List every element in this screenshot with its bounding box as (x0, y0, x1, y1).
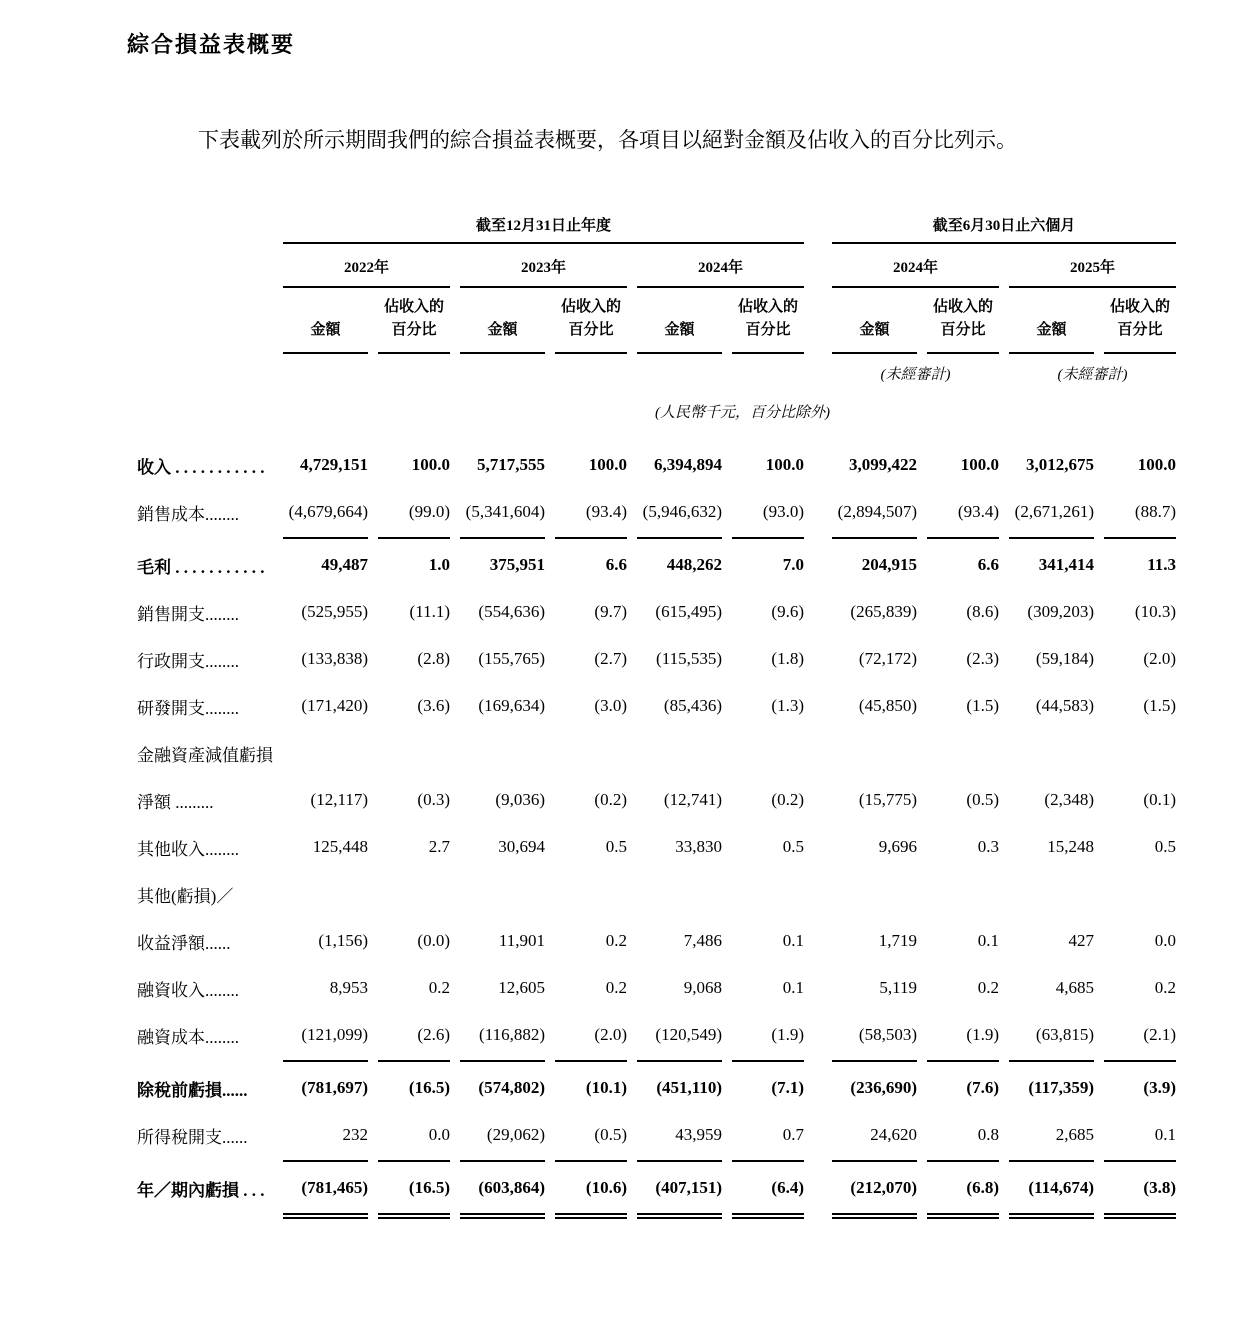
pct-header-line2: 百分比 (391, 322, 437, 339)
row-label: 銷售開支........ (137, 604, 239, 624)
cell-value: (3.9) (1143, 1078, 1176, 1098)
cell-value: 6,394,894 (654, 455, 722, 475)
cell-value: (59,184) (1035, 649, 1094, 669)
cell-value: (781,465) (301, 1178, 368, 1198)
cell-value: 341,414 (1038, 555, 1094, 575)
pct-header (1104, 288, 1176, 354)
cell-value: 49,487 (321, 555, 368, 575)
cell-value: (265,839) (850, 602, 917, 622)
column-spacer (814, 542, 822, 589)
table-row (137, 589, 1176, 636)
column-spacer (814, 1165, 822, 1212)
cell-value: (10.1) (585, 1078, 627, 1098)
table-row (137, 442, 1176, 489)
cell-value: 0.3 (977, 837, 999, 857)
cell-value: (5,946,632) (642, 502, 722, 522)
cell-value (1009, 871, 1094, 918)
column-spacer (814, 965, 822, 1012)
cell-value: 4,729,151 (300, 455, 368, 475)
cell-value: (1.9) (771, 1025, 804, 1045)
row-label: 收入 . . . . . . . . . . . (137, 457, 265, 477)
cell-value: 204,915 (861, 555, 917, 575)
cell-value: (72,172) (858, 649, 917, 669)
cell-value: (2.0) (594, 1025, 627, 1045)
cell-value: (115,535) (656, 649, 722, 669)
column-spacer (814, 489, 822, 536)
cell-value: (133,838) (301, 649, 368, 669)
double-rule (1104, 1212, 1176, 1219)
row-label: 融資成本........ (137, 1027, 239, 1047)
table-row (137, 636, 1176, 683)
cell-value: (309,203) (1027, 602, 1094, 622)
cell-value: (1.5) (966, 696, 999, 716)
cell-value: (15,775) (858, 790, 917, 810)
cell-value: (11.1) (409, 602, 450, 622)
cell-value: (10.6) (585, 1178, 627, 1198)
cell-value: (114,674) (1028, 1178, 1094, 1198)
column-spacer (814, 288, 822, 354)
table-row (137, 871, 1176, 918)
cell-value: (0.3) (417, 790, 450, 810)
pct-header-line2: 百分比 (940, 322, 986, 339)
table-row (137, 1012, 1176, 1059)
cell-value: (2,894,507) (837, 502, 917, 522)
currency-note: (人民幣千元，百分比除外) (655, 404, 830, 421)
cell-value (555, 871, 627, 918)
cell-value: (7.6) (966, 1078, 999, 1098)
row-label: 收益淨額...... (137, 933, 231, 953)
double-rule (732, 1212, 804, 1219)
income-table-body (137, 442, 1176, 1219)
double-rule (460, 1212, 545, 1219)
cell-value: 8,953 (329, 978, 368, 998)
table-row (137, 542, 1176, 589)
cell-value: (88.7) (1134, 502, 1176, 522)
cell-value: (2.7) (594, 649, 627, 669)
cell-value (832, 871, 917, 918)
table-row (137, 918, 1176, 965)
column-spacer (814, 244, 822, 288)
cell-value: (407,151) (655, 1178, 722, 1198)
column-spacer (814, 1112, 822, 1159)
cell-value: (615,495) (655, 602, 722, 622)
pct-header-line1: 佔收入的 (1109, 299, 1170, 316)
cell-value: (1,156) (318, 931, 368, 951)
cell-value (732, 871, 804, 918)
pct-header-line2: 百分比 (568, 322, 614, 339)
pct-header (927, 288, 999, 354)
cell-value: 0.2 (428, 978, 450, 998)
cell-value: 3,012,675 (1026, 455, 1094, 475)
cell-value: 6.6 (605, 555, 627, 575)
section-header-annual: 截至12月31日止年度 (283, 214, 804, 244)
cell-value: 232 (342, 1125, 368, 1145)
year-header-2025-interim: 2025年 (1009, 244, 1176, 288)
cell-value: 0.5 (1154, 837, 1176, 857)
cell-value (1104, 730, 1176, 777)
cell-value (283, 730, 368, 777)
year-header-2024-interim: 2024年 (832, 244, 999, 288)
cell-value (832, 730, 917, 777)
unaudited-note-row (137, 354, 1176, 385)
corner-cell (137, 288, 273, 354)
corner-cell (137, 214, 273, 244)
column-spacer (814, 918, 822, 965)
amount-header: 金額 (637, 288, 722, 354)
double-rule (378, 1212, 450, 1219)
cell-value (460, 730, 545, 777)
cell-value: (3.6) (417, 696, 450, 716)
double-rule (832, 1212, 917, 1219)
cell-value: (3.8) (1143, 1178, 1176, 1198)
cell-value: 0.2 (1154, 978, 1176, 998)
cell-value: (16.5) (408, 1178, 450, 1198)
column-spacer (814, 214, 822, 244)
currency-note-row (137, 385, 1176, 442)
cell-value: 12,605 (498, 978, 545, 998)
cell-value: (4,679,664) (288, 502, 368, 522)
cell-value: (9,036) (495, 790, 545, 810)
cell-value: 0.0 (428, 1125, 450, 1145)
column-spacer (814, 1212, 822, 1219)
cell-value: 7.0 (782, 555, 804, 575)
cell-value: (7.1) (771, 1078, 804, 1098)
cell-value: 0.2 (605, 931, 627, 951)
pct-header-line2: 百分比 (745, 322, 791, 339)
cell-value: 0.2 (977, 978, 999, 998)
cell-value: (171,420) (301, 696, 368, 716)
column-spacer (814, 683, 822, 730)
row-label: 行政開支........ (137, 651, 239, 671)
cell-value: 2,685 (1055, 1125, 1094, 1145)
pct-header (555, 288, 627, 354)
cell-value (637, 730, 722, 777)
cell-value: (58,503) (858, 1025, 917, 1045)
column-spacer (814, 824, 822, 871)
income-statement-table (127, 214, 1186, 1219)
cell-value: (16.5) (408, 1078, 450, 1098)
year-header-row (137, 244, 1176, 288)
row-label: 淨額 ......... (137, 792, 214, 812)
cell-value: 1.0 (428, 555, 450, 575)
cell-value: (99.0) (408, 502, 450, 522)
cell-value: 3,099,422 (849, 455, 917, 475)
cell-value: 15,248 (1047, 837, 1094, 857)
cell-value: 7,486 (683, 931, 722, 951)
cell-value: 0.5 (782, 837, 804, 857)
cell-value: 24,620 (870, 1125, 917, 1145)
cell-value: (93.4) (957, 502, 999, 522)
pct-header (378, 288, 450, 354)
cell-value: 0.2 (605, 978, 627, 998)
cell-value: (2.0) (1143, 649, 1176, 669)
cell-value (283, 871, 368, 918)
section-header-row (137, 214, 1176, 244)
cell-value: (29,062) (486, 1125, 545, 1145)
cell-value: (2.6) (417, 1025, 450, 1045)
cell-value: (63,815) (1035, 1025, 1094, 1045)
cell-value: 100.0 (765, 455, 804, 475)
cell-value: (2.3) (966, 649, 999, 669)
column-spacer (814, 442, 822, 489)
corner-cell (137, 244, 273, 288)
cell-value: (1.8) (771, 649, 804, 669)
cell-value: (0.5) (966, 790, 999, 810)
cell-value: 0.7 (782, 1125, 804, 1145)
row-label: 其他收入........ (137, 839, 239, 859)
cell-value: 9,696 (878, 837, 917, 857)
cell-value (378, 730, 450, 777)
double-rule (1009, 1212, 1094, 1219)
cell-value: (554,636) (478, 602, 545, 622)
cell-value: (2.1) (1143, 1025, 1176, 1045)
table-row (137, 683, 1176, 730)
cell-value: (2.8) (417, 649, 450, 669)
cell-value: (0.1) (1143, 790, 1176, 810)
cell-value: 427 (1068, 931, 1094, 951)
cell-value (732, 730, 804, 777)
cell-value: 0.1 (782, 978, 804, 998)
double-rule (637, 1212, 722, 1219)
cell-value: (1.5) (1143, 696, 1176, 716)
cell-value: 448,262 (666, 555, 722, 575)
cell-value: 30,694 (498, 837, 545, 857)
cell-value (1104, 871, 1176, 918)
amount-header: 金額 (283, 288, 368, 354)
cell-value: 43,959 (675, 1125, 722, 1145)
cell-value: (0.2) (771, 790, 804, 810)
cell-value: 100.0 (411, 455, 450, 475)
cell-value: 375,951 (489, 555, 545, 575)
column-spacer (814, 730, 822, 777)
table-row (137, 1065, 1176, 1112)
table-row (137, 777, 1176, 824)
row-label: 融資收入........ (137, 980, 239, 1000)
pct-header-line1: 佔收入的 (932, 299, 993, 316)
double-rule (283, 1212, 368, 1219)
cell-value: (1.9) (966, 1025, 999, 1045)
cell-value: (12,117) (310, 790, 368, 810)
intro-paragraph: 下表載列於所示期間我們的綜合損益表概要，各項目以絕對金額及佔收入的百分比列示。 (198, 128, 1017, 152)
double-rule (555, 1212, 627, 1219)
row-label: 銷售成本........ (137, 504, 239, 524)
cell-value (927, 730, 999, 777)
empty-cell (137, 354, 822, 385)
section-header-interim: 截至6月30日止六個月 (832, 214, 1176, 244)
cell-value: (120,549) (655, 1025, 722, 1045)
row-label: 研發開支........ (137, 698, 239, 718)
cell-value (460, 871, 545, 918)
row-label: 年／期內虧損 . . . (137, 1180, 265, 1200)
cell-value: 0.1 (977, 931, 999, 951)
row-label: 金融資產減值虧損 (137, 745, 273, 765)
cell-value: 0.8 (977, 1125, 999, 1145)
column-spacer (814, 636, 822, 683)
cell-value (637, 871, 722, 918)
double-rule (927, 1212, 999, 1219)
cell-value: (603,864) (478, 1178, 545, 1198)
cell-value: (5,341,604) (465, 502, 545, 522)
cell-value: 0.1 (782, 931, 804, 951)
table-row (137, 1165, 1176, 1212)
table-row (137, 824, 1176, 871)
row-label: 毛利 . . . . . . . . . . . (137, 557, 265, 577)
amount-header: 金額 (832, 288, 917, 354)
cell-value: (6.4) (771, 1178, 804, 1198)
cell-value: (6.8) (966, 1178, 999, 1198)
cell-value: (2,348) (1044, 790, 1094, 810)
unaudited-note: (未經審計) (880, 366, 951, 383)
year-header-2022: 2022年 (283, 244, 450, 288)
cell-value: 11.3 (1147, 555, 1176, 575)
column-spacer (814, 1012, 822, 1059)
cell-value: 0.1 (1154, 1125, 1176, 1145)
cell-value: (0.5) (594, 1125, 627, 1145)
year-header-2024: 2024年 (637, 244, 804, 288)
cell-value: 0.0 (1154, 931, 1176, 951)
column-header-row (137, 288, 1176, 354)
cell-value: 100.0 (960, 455, 999, 475)
cell-value: (121,099) (301, 1025, 368, 1045)
table-row (137, 489, 1176, 536)
cell-value: (0.0) (417, 931, 450, 951)
cell-value: (85,436) (663, 696, 722, 716)
pct-header-line2: 百分比 (1117, 322, 1163, 339)
cell-value: (44,583) (1035, 696, 1094, 716)
rule-spacer (137, 1212, 273, 1219)
table-row (137, 1112, 1176, 1159)
cell-value: (9.6) (771, 602, 804, 622)
cell-value: 11,901 (498, 931, 545, 951)
table-row (137, 965, 1176, 1012)
cell-value (927, 871, 999, 918)
cell-value: 100.0 (1137, 455, 1176, 475)
row-label: 其他(虧損)／ (137, 886, 234, 906)
year-header-2023: 2023年 (460, 244, 627, 288)
cell-value: 5,119 (879, 978, 917, 998)
column-spacer (814, 777, 822, 824)
cell-value: 6.6 (977, 555, 999, 575)
cell-value: (8.6) (966, 602, 999, 622)
cell-value (1009, 730, 1094, 777)
page-title: 綜合損益表概要 (127, 32, 296, 57)
cell-value: (117,359) (1028, 1078, 1094, 1098)
amount-header: 金額 (1009, 288, 1094, 354)
pct-header-line1: 佔收入的 (383, 299, 444, 316)
cell-value: (116,882) (479, 1025, 545, 1045)
cell-value: (212,070) (850, 1178, 917, 1198)
column-spacer (814, 871, 822, 918)
cell-value: 125,448 (312, 837, 368, 857)
cell-value: (236,690) (850, 1078, 917, 1098)
cell-value: (0.2) (594, 790, 627, 810)
cell-value: (574,802) (478, 1078, 545, 1098)
table-row (137, 730, 1176, 777)
cell-value (378, 871, 450, 918)
cell-value: (155,765) (478, 649, 545, 669)
row-label: 除稅前虧損...... (137, 1080, 248, 1100)
column-spacer (814, 589, 822, 636)
cell-value: (93.0) (762, 502, 804, 522)
cell-value: (10.3) (1134, 602, 1176, 622)
pct-header (732, 288, 804, 354)
row-label: 所得稅開支...... (137, 1127, 248, 1147)
cell-value: 0.5 (605, 837, 627, 857)
cell-value: (525,955) (301, 602, 368, 622)
cell-value: (3.0) (594, 696, 627, 716)
cell-value: (45,850) (858, 696, 917, 716)
cell-value: (1.3) (771, 696, 804, 716)
pct-header-line1: 佔收入的 (560, 299, 621, 316)
amount-header: 金額 (460, 288, 545, 354)
unaudited-note: (未經審計) (1057, 366, 1128, 383)
cell-value (555, 730, 627, 777)
cell-value: 2.7 (428, 837, 450, 857)
cell-value: (2,671,261) (1014, 502, 1094, 522)
cell-value: 9,068 (683, 978, 722, 998)
cell-value: (451,110) (656, 1078, 722, 1098)
cell-value: 33,830 (675, 837, 722, 857)
cell-value: (169,634) (478, 696, 545, 716)
empty-cell (137, 385, 273, 442)
cell-value: 1,719 (878, 931, 917, 951)
cell-value: (93.4) (585, 502, 627, 522)
rule-row (137, 1212, 1176, 1219)
cell-value: (781,697) (301, 1078, 368, 1098)
pct-header-line1: 佔收入的 (737, 299, 798, 316)
cell-value: 100.0 (588, 455, 627, 475)
cell-value: 4,685 (1055, 978, 1094, 998)
cell-value: (9.7) (594, 602, 627, 622)
cell-value: 5,717,555 (477, 455, 545, 475)
column-spacer (814, 1065, 822, 1112)
cell-value: (12,741) (663, 790, 722, 810)
